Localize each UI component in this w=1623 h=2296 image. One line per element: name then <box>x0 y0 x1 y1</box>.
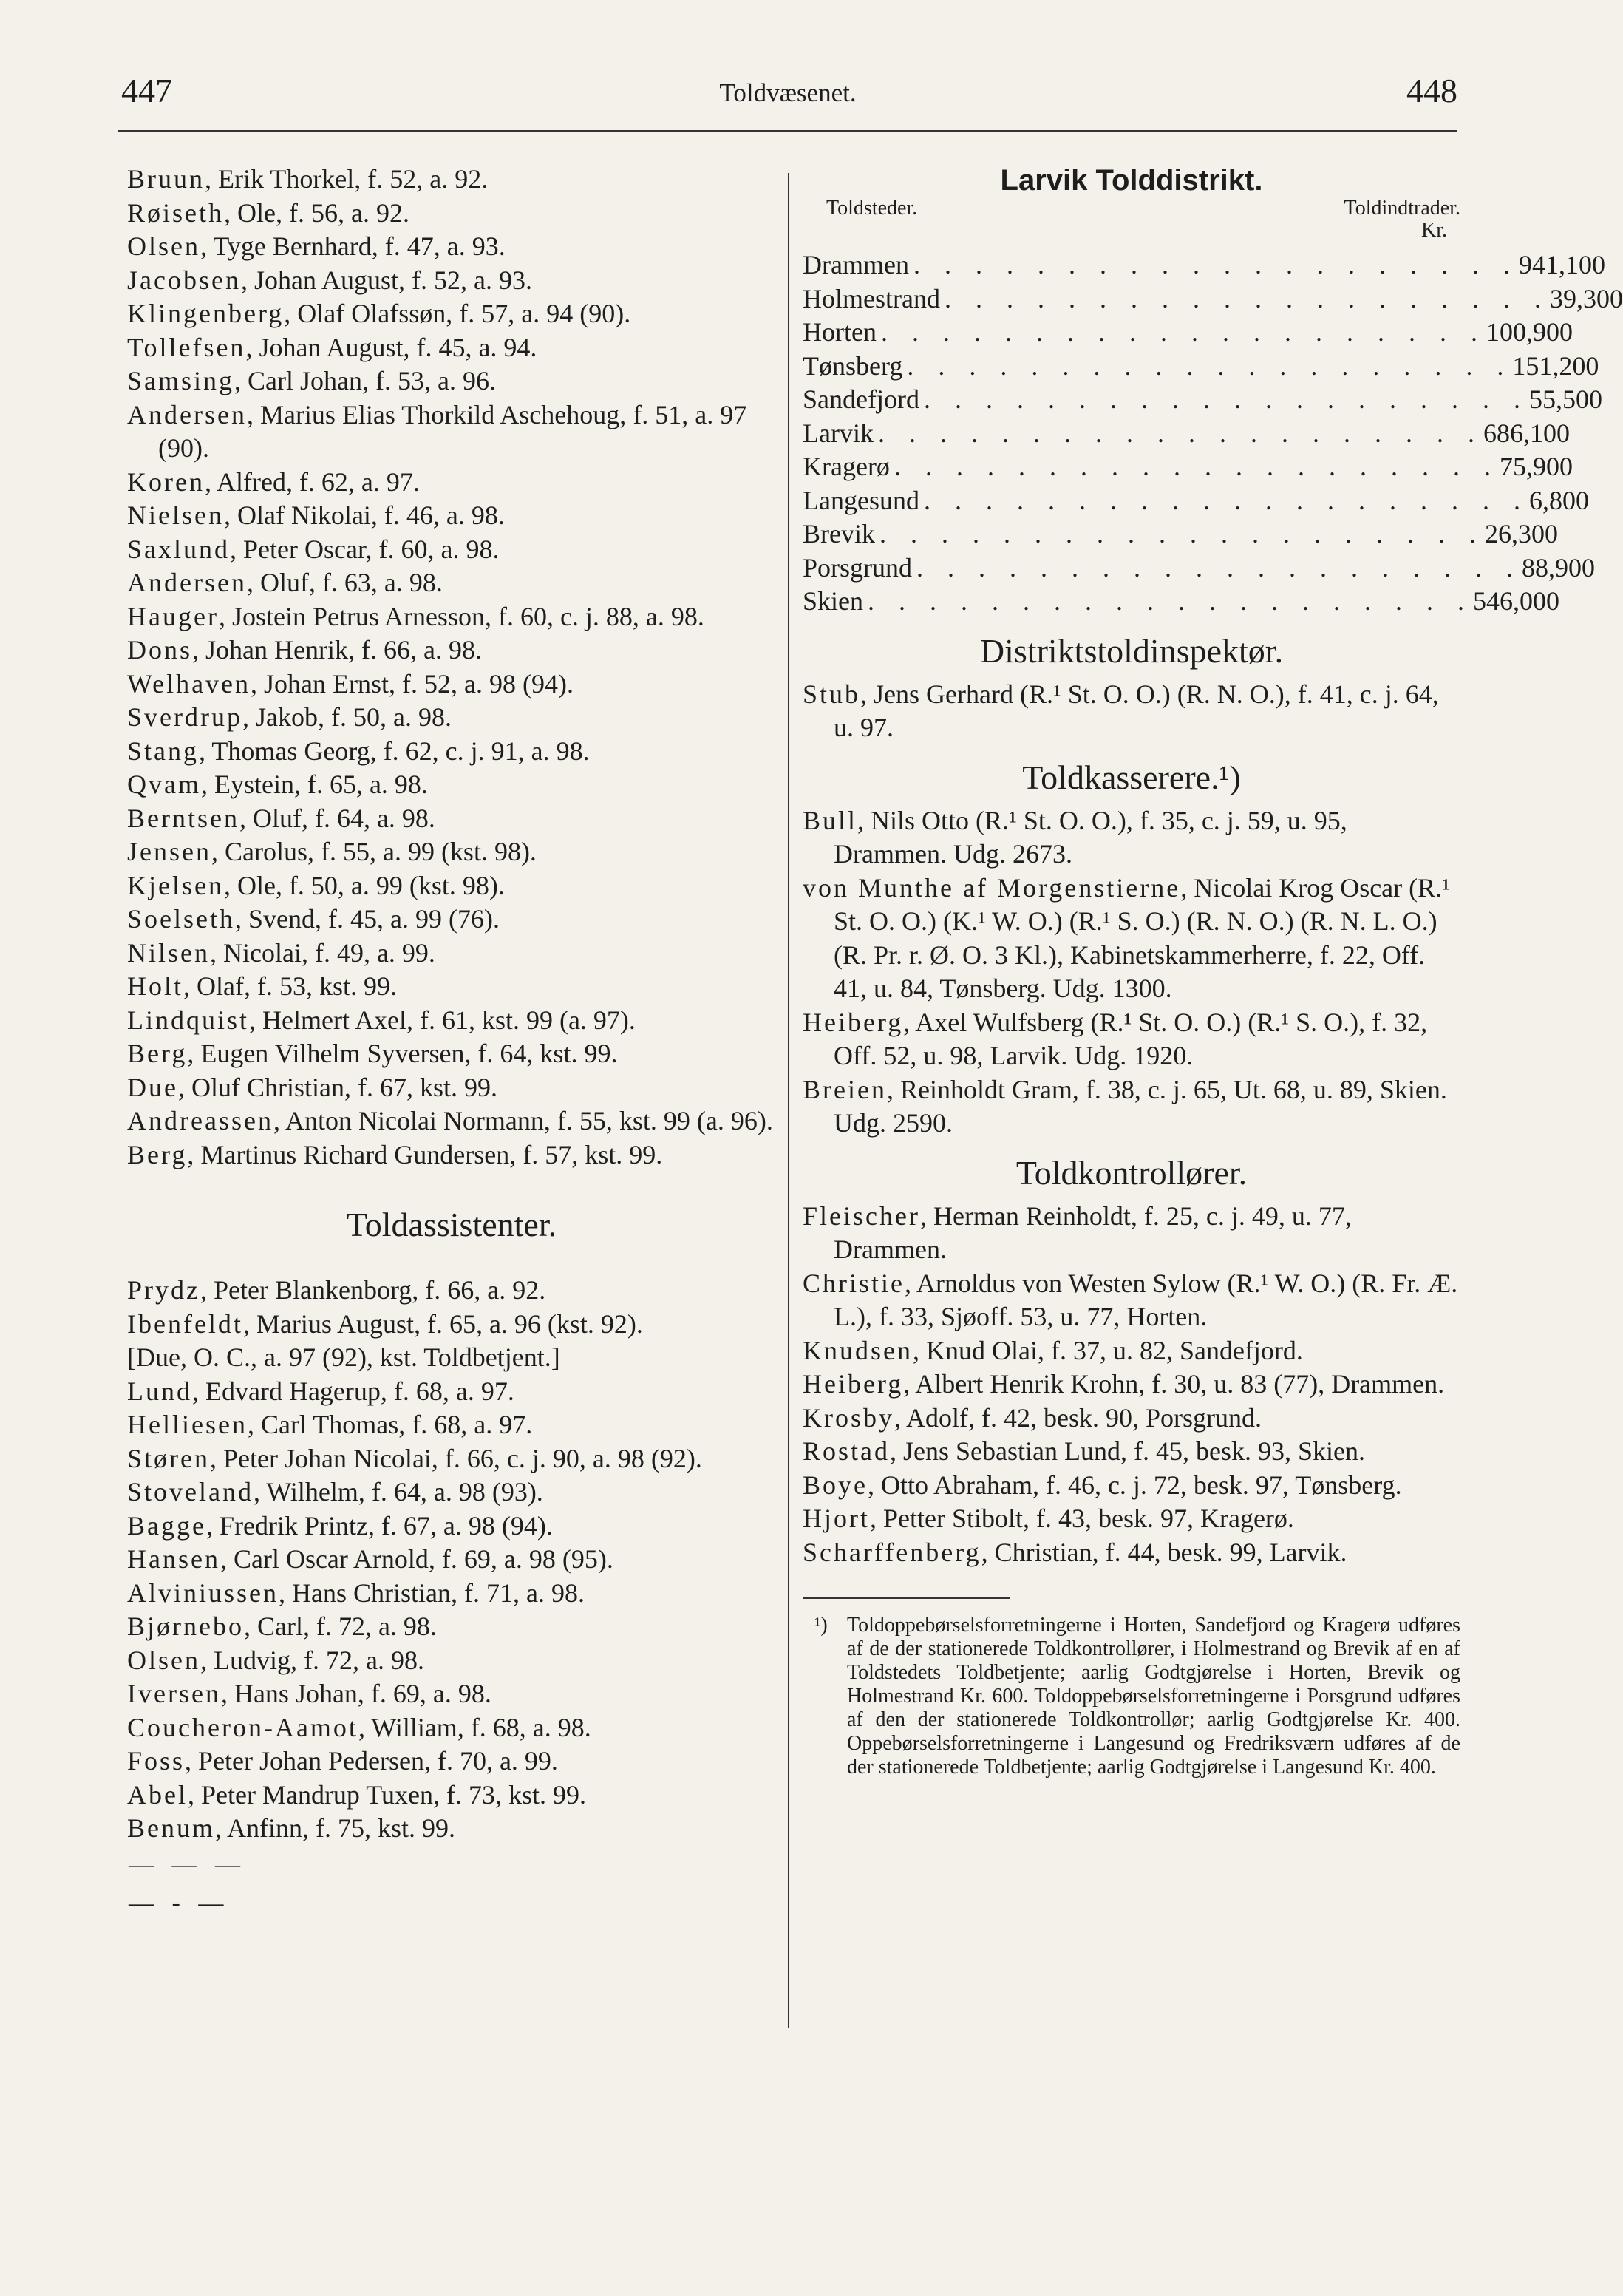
table-row <box>803 282 1623 316</box>
entry-surname: Lund <box>127 1376 192 1406</box>
list-item <box>127 768 776 802</box>
list-item <box>127 1004 776 1038</box>
entry-details: , Peter Oscar, f. 60, a. 98. <box>230 534 500 564</box>
entry-details: , Carolus, f. 55, a. 99 (kst. 98). <box>211 837 537 866</box>
table-row <box>803 383 1602 417</box>
entry-details: , Carl Thomas, f. 68, a. 97. <box>247 1410 533 1439</box>
entry-surname: Iversen <box>127 1679 221 1708</box>
list-item <box>127 499 776 533</box>
entry-surname: Klingenberg <box>127 299 285 328</box>
entry-details: , Eugen Vilhelm Syversen, f. 64, kst. 99. <box>187 1039 618 1068</box>
revenue-value: 546,000 <box>1473 586 1560 616</box>
left-page-number: 447 <box>121 72 172 109</box>
entry-details: , Herman Reinholdt, f. 25, c. j. 49, u. 77, Drammen. <box>834 1200 1352 1264</box>
list-item <box>127 1644 776 1678</box>
col-header-toldsteder: Toldsteder. <box>826 197 918 220</box>
leader-dots: . . . . . . . . . . . . . . . . . . . . <box>894 452 1500 481</box>
entry-surname: Christie <box>803 1268 905 1298</box>
entry-surname: Koren <box>127 466 205 497</box>
entry-details: , Jens Gerhard (R.¹ St. O. O.) (R. N. O.), f. 41, c. j. 64, u. 97. <box>834 679 1439 742</box>
list-item <box>127 1138 776 1172</box>
entry-details: , Reinholdt Gram, f. 38, c. j. 65, Ut. 68, u. 89, Skien. Udg. 2590. <box>834 1074 1447 1138</box>
table-row <box>803 248 1605 282</box>
col-header-unit: Kr. <box>1421 219 1447 242</box>
entry-details: , Eystein, f. 65, a. 98. <box>200 770 428 799</box>
running-title: Toldvæsenet. <box>719 78 857 107</box>
inspektor-list <box>803 678 1460 745</box>
entry-details: , Oluf Christian, f. 67, kst. 99. <box>177 1072 497 1102</box>
leader-dots: . . . . . . . . . . . . . . . . . . . . <box>868 586 1474 616</box>
section-heading-kontrollorer: Toldkontrollører. <box>1015 1153 1248 1192</box>
entry-surname: Bull <box>803 805 858 835</box>
entry-details: , Thomas Georg, f. 62, c. j. 91, a. 98. <box>199 736 590 766</box>
entry-surname: Berg <box>127 1039 188 1068</box>
list-item <box>127 634 776 668</box>
entry-details: , Arnoldus von Westen Sylow (R.¹ W. O.) (R. Fr. Æ. L.), f. 33, Sjøoff. 53, u. 77, Horten. <box>834 1268 1458 1331</box>
revenue-value: 6,800 <box>1528 485 1589 515</box>
entry-details: , Martinus Richard Gundersen, f. 57, kst. 99. <box>187 1139 663 1169</box>
list-item <box>127 1475 776 1509</box>
revenue-value: 39,300 <box>1549 283 1623 313</box>
list-item <box>127 600 776 634</box>
list-item <box>127 1104 776 1138</box>
entry-surname: Stub <box>803 679 861 709</box>
list-item <box>127 1812 776 1846</box>
footnote-marker: ¹) <box>814 1614 828 1637</box>
list-item <box>127 163 776 197</box>
entry-details: , Alfred, f. 62, a. 97. <box>204 466 420 497</box>
entry-surname: Bagge <box>127 1510 206 1541</box>
place-name: Tønsberg <box>803 350 903 381</box>
entry-surname: Hjort <box>803 1504 870 1533</box>
entry-surname: Abel <box>127 1779 188 1810</box>
list-item <box>127 735 776 769</box>
entry-details: , Marius Elias Thorkild Aschehoug, f. 51, a. 97 (90). <box>158 399 747 463</box>
entry-surname: Andersen <box>127 399 247 429</box>
entry-details: , Christian, f. 44, besk. 99, Larvik. <box>981 1537 1347 1567</box>
section-heading-inspektor: Distriktstoldinspektør. <box>979 631 1284 670</box>
kasserere-list <box>803 804 1460 1141</box>
entry-details: , Nils Otto (R.¹ St. O. O.), f. 35, c. j. 59, u. 95, Drammen. Udg. 2673. <box>834 805 1347 869</box>
entry-surname: Soelseth <box>127 904 235 934</box>
list-item <box>127 331 776 365</box>
entry-details: , Carl, f. 72, a. 98. <box>243 1611 437 1641</box>
entry-details: , Carl Johan, f. 53, a. 96. <box>234 366 496 395</box>
entry-surname: Breien <box>803 1074 887 1104</box>
list-item <box>127 1341 776 1375</box>
entry-surname: Samsing <box>127 366 235 395</box>
list-item <box>127 1543 776 1577</box>
table-row <box>803 350 1599 384</box>
entry-details: , Johan August, f. 45, a. 94. <box>245 332 537 362</box>
entry-surname: Olsen <box>127 231 200 261</box>
list-item <box>127 1577 776 1611</box>
place-name: Brevik <box>803 519 875 548</box>
entry-surname: Tollefsen <box>127 332 246 362</box>
entry-details: , Peter Johan Pedersen, f. 70, a. 99. <box>185 1746 558 1776</box>
place-name: Kragerø <box>803 452 890 481</box>
entry-surname: Støren <box>127 1443 210 1473</box>
column-divider <box>788 173 789 2028</box>
revenue-value: 151,200 <box>1512 350 1599 381</box>
list-item <box>127 937 776 971</box>
list-item <box>803 1073 1460 1141</box>
entry-details: , Adolf, f. 42, besk. 90, Porsgrund. <box>894 1402 1262 1433</box>
entry-details: , Peter Mandrup Tuxen, f. 73, kst. 99. <box>187 1779 586 1810</box>
entry-surname: Stoveland <box>127 1477 254 1507</box>
entry-surname: Jensen <box>127 837 211 866</box>
list-item <box>803 1006 1460 1073</box>
entry-surname: Røiseth <box>127 197 225 228</box>
leader-dots: . . . . . . . . . . . . . . . . . . . . <box>923 485 1529 515</box>
entry-surname: Hauger <box>127 601 219 631</box>
entry-details: , Olaf Olafssøn, f. 57, a. 94 (90). <box>284 299 631 328</box>
entry-surname: Berntsen <box>127 803 239 833</box>
entry-surname: Sverdrup <box>127 702 242 732</box>
entry-surname: Heiberg <box>803 1007 904 1037</box>
entry-details: , Tyge Bernhard, f. 47, a. 93. <box>200 231 506 261</box>
entry-details: , Axel Wulfsberg (R.¹ St. O. O.) (R.¹ S. O.), f. 32, Off. 52, u. 98, Larvik. Udg. 1920. <box>834 1007 1428 1070</box>
entry-surname: Stang <box>127 736 200 766</box>
entry-details: , Peter Johan Nicolai, f. 66, c. j. 90, a. 98 (92). <box>210 1443 702 1473</box>
entry-surname: Qvam <box>127 770 201 799</box>
entry-surname: Foss <box>127 1746 186 1776</box>
entry-details: , Svend, f. 45, a. 99 (76). <box>235 904 500 934</box>
entry-details: , Erik Thorkel, f. 52, a. 92. <box>205 164 489 194</box>
revenue-table <box>803 248 1623 619</box>
entry-details: , Peter Blankenborg, f. 66, a. 92. <box>200 1275 546 1305</box>
entry-details: , William, f. 68, a. 98. <box>358 1712 591 1742</box>
leader-dots: . . . . . . . . . . . . . . . . . . . . <box>907 350 1513 381</box>
list-item <box>127 1745 776 1779</box>
entry-surname: Alviniussen <box>127 1577 279 1608</box>
entry-details: , Marius August, f. 65, a. 96 (kst. 92). <box>242 1308 643 1339</box>
table-row <box>803 316 1573 350</box>
list-item <box>803 1435 1460 1469</box>
revenue-value: 55,500 <box>1528 384 1602 414</box>
list-item <box>803 1267 1460 1334</box>
list-item <box>127 1071 776 1105</box>
entry-surname: Ibenfeldt <box>127 1308 243 1339</box>
entry-surname: Scharffenberg <box>803 1537 981 1567</box>
entry-details: , Johan Ernst, f. 52, a. 98 (94). <box>251 668 574 699</box>
entry-details: [Due, O. C., a. 97 (92), kst. Toldbetjent.] <box>127 1342 560 1372</box>
list-item <box>803 872 1460 1006</box>
entry-details: , Carl Oscar Arnold, f. 69, a. 98 (95). <box>220 1544 613 1574</box>
table-row <box>803 417 1570 451</box>
place-name: Langesund <box>803 485 919 515</box>
list-item <box>127 264 776 298</box>
entry-details: , Jens Sebastian Lund, f. 45, besk. 93, Skien. <box>890 1436 1365 1466</box>
customs-officer-list <box>127 163 776 1172</box>
list-item <box>127 197 776 231</box>
entry-details: , Ole, f. 50, a. 99 (kst. 98). <box>223 870 505 900</box>
entry-surname: Bjørnebo <box>127 1611 244 1641</box>
table-row <box>803 585 1560 619</box>
entry-surname: Dons <box>127 635 193 665</box>
leader-dots: . . . . . . . . . . . . . . . . . . . . <box>913 250 1519 279</box>
entry-details: , Fredrik Printz, f. 67, a. 98 (94). <box>205 1510 553 1541</box>
header-rule <box>118 130 1457 132</box>
list-item <box>127 668 776 702</box>
entry-surname: Prydz <box>127 1275 200 1305</box>
list-item <box>127 230 776 264</box>
list-item <box>803 1469 1460 1503</box>
entry-surname: Kjelsen <box>127 870 224 900</box>
entry-details: , Nicolai, f. 49, a. 99. <box>210 937 435 968</box>
right-page-number: 448 <box>1406 72 1457 109</box>
list-item <box>803 1536 1460 1570</box>
list-item <box>127 1375 776 1409</box>
list-item <box>127 566 776 600</box>
entry-surname: Fleischer <box>803 1200 920 1231</box>
entry-details: , Olaf, f. 53, kst. 99. <box>183 971 397 1001</box>
page-header <box>118 71 1457 115</box>
list-item <box>127 701 776 735</box>
entry-surname: Andreassen <box>127 1106 273 1135</box>
entry-surname: Olsen <box>127 1645 200 1675</box>
list-item <box>803 678 1460 745</box>
footnote <box>803 1614 1460 1779</box>
list-item <box>803 1368 1460 1402</box>
leader-dots: . . . . . . . . . . . . . . . . . . . . <box>879 519 1485 548</box>
list-item <box>127 835 776 869</box>
entry-details: , Petter Stibolt, f. 43, besk. 97, Kragerø. <box>870 1504 1294 1533</box>
list-item <box>127 533 776 567</box>
entry-surname: Krosby <box>803 1402 894 1433</box>
place-name: Porsgrund <box>803 552 913 583</box>
left-column <box>127 163 776 1923</box>
entry-surname: Berg <box>127 1139 188 1169</box>
list-item <box>127 970 776 1004</box>
entry-details: , Hans Johan, f. 69, a. 98. <box>220 1679 491 1708</box>
table-row <box>803 484 1589 518</box>
entry-details: , Otto Abraham, f. 46, c. j. 72, besk. 97, Tønsberg. <box>868 1470 1402 1500</box>
entry-surname: Heiberg <box>803 1369 904 1399</box>
list-item <box>803 1502 1460 1536</box>
entry-surname: Rostad <box>803 1436 891 1466</box>
list-item <box>127 1610 776 1644</box>
entry-surname: Lindquist <box>127 1005 250 1035</box>
entry-surname: Welhaven <box>127 668 251 699</box>
entry-surname: Holt <box>127 971 184 1001</box>
entry-details: , Oluf, f. 63, a. 98. <box>246 568 443 597</box>
entry-surname: Benum <box>127 1813 215 1843</box>
revenue-value: 100,900 <box>1486 317 1573 347</box>
list-item <box>127 1442 776 1476</box>
kontrollorer-list <box>803 1200 1460 1570</box>
entry-surname: Knudsen <box>803 1335 913 1365</box>
col-header-toldindtrader: Toldindtrader. <box>1344 197 1460 220</box>
list-item <box>127 802 776 836</box>
list-item <box>127 1779 776 1813</box>
dash-separator: — - — <box>129 1889 230 1917</box>
entry-details: , Edvard Hagerup, f. 68, a. 97. <box>192 1376 514 1406</box>
entry-details: , Johan August, f. 52, a. 93. <box>240 265 532 295</box>
entry-surname: Helliesen <box>127 1410 248 1439</box>
entry-surname: Boye <box>803 1470 868 1500</box>
leader-dots: . . . . . . . . . . . . . . . . . . . . <box>923 384 1529 414</box>
section-heading-kasserere: Toldkasserere.¹) <box>1022 758 1241 796</box>
list-item <box>127 903 776 937</box>
table-row <box>803 450 1573 484</box>
list-item <box>127 297 776 331</box>
place-name: Holmestrand <box>803 283 940 313</box>
entry-details: , Olaf Nikolai, f. 46, a. 98. <box>223 500 505 530</box>
table-header <box>803 197 1460 248</box>
list-item <box>127 869 776 903</box>
list-item <box>803 1402 1460 1436</box>
list-item <box>803 804 1460 872</box>
table-row <box>803 517 1558 551</box>
entry-surname: Jacobsen <box>127 265 241 295</box>
entry-surname: Nielsen <box>127 500 224 530</box>
entry-details: , Nicolai Krog Oscar (R.¹ St. O. O.) (K.¹ W. O.) (R.¹ S. O.) (R. N. O.) (R. N. L. O.) (R. Pr. r. Ø. O. 3 Kl.), Kabinetskammerherre, f. 22, Off. 41, u. 84, Tønsberg. Udg. 1300. <box>834 872 1450 1003</box>
footnote-rule <box>803 1597 1010 1599</box>
entry-details: , Hans Christian, f. 71, a. 98. <box>279 1577 585 1608</box>
revenue-value: 686,100 <box>1483 418 1570 448</box>
table-row <box>803 551 1596 585</box>
leader-dots: . . . . . . . . . . . . . . . . . . . . <box>880 317 1486 347</box>
revenue-value: 941,100 <box>1518 250 1605 279</box>
place-name: Skien <box>803 586 864 616</box>
place-name: Larvik <box>803 418 874 448</box>
revenue-value: 75,900 <box>1499 452 1573 481</box>
entry-surname: Coucheron-Aamot <box>127 1712 358 1742</box>
place-name: Sandefjord <box>803 384 919 414</box>
entry-surname: Saxlund <box>127 534 231 564</box>
list-item <box>803 1200 1460 1267</box>
leader-dots: . . . . . . . . . . . . . . . . . . . . <box>944 283 1550 313</box>
entry-details: , Johan Henrik, f. 66, a. 98. <box>192 635 482 665</box>
entry-surname: von Munthe af Morgenstierne <box>803 872 1181 903</box>
dash-separator: — — — <box>129 1850 246 1878</box>
entry-details: , Albert Henrik Krohn, f. 30, u. 83 (77), Drammen. <box>903 1369 1445 1399</box>
entry-details: , Knud Olai, f. 37, u. 82, Sandefjord. <box>913 1335 1303 1365</box>
leader-dots: . . . . . . . . . . . . . . . . . . . . <box>916 552 1522 583</box>
list-item <box>127 1274 776 1308</box>
list-item <box>127 466 776 500</box>
entry-surname: Due <box>127 1072 178 1102</box>
list-item <box>127 1509 776 1543</box>
entry-details: , Ole, f. 56, a. 92. <box>224 197 409 228</box>
list-item <box>803 1334 1460 1368</box>
list-item <box>127 364 776 398</box>
revenue-value: 88,900 <box>1522 552 1596 583</box>
place-name: Drammen <box>803 250 909 279</box>
toldassistenter-list <box>127 1274 776 1846</box>
entry-surname: Hansen <box>127 1544 220 1574</box>
revenue-value: 26,300 <box>1484 519 1558 548</box>
list-item <box>127 1308 776 1342</box>
entry-details: , Ludvig, f. 72, a. 98. <box>200 1645 424 1675</box>
entry-details: , Wilhelm, f. 64, a. 98 (93). <box>253 1477 543 1507</box>
entry-details: , Jakob, f. 50, a. 98. <box>242 702 452 732</box>
entry-details: , Anton Nicolai Normann, f. 55, kst. 99 (a. 96). <box>273 1106 773 1135</box>
right-column <box>803 163 1623 1779</box>
entry-details: , Oluf, f. 64, a. 98. <box>239 803 435 833</box>
section-heading-toldassistenter: Toldassistenter. <box>346 1206 557 1243</box>
entry-surname: Bruun <box>127 164 205 194</box>
list-item <box>127 398 776 466</box>
entry-details: , Helmert Axel, f. 61, kst. 99 (a. 97). <box>249 1005 636 1035</box>
list-item <box>127 1711 776 1745</box>
list-item <box>127 1037 776 1071</box>
footnote-text: Toldoppebørselsforretningerne i Horten, Sandefjord og Kragerø udføres af de der stationerede Toldkontrollører, i Holmestrand og Brevik af en af Toldstedets Toldbetjente; aarlig Godtgjørelse i Horten, Brevik og Holmestrand Kr. 600. Toldoppebørselsforretningerne i Porsgrund udføres af den der stationerede Toldkontrollør; aarlig Godtgjørelse Kr. 400. Oppebørselsforretningerne i Langesund og Fredriksværn udføres af de der stationerede Toldbetjente; aarlig Godtgjørelse i Langesund Kr. 400. <box>847 1614 1460 1779</box>
place-name: Horten <box>803 317 877 347</box>
list-item <box>127 1408 776 1442</box>
list-item <box>127 1677 776 1711</box>
district-title: Larvik Tolddistrikt. <box>1000 164 1263 197</box>
entry-surname: Nilsen <box>127 937 210 968</box>
entry-details: , Anfinn, f. 75, kst. 99. <box>215 1813 456 1843</box>
entry-details: , Jostein Petrus Arnesson, f. 60, c. j. 88, a. 98. <box>218 601 704 631</box>
entry-surname: Andersen <box>127 568 247 597</box>
leader-dots: . . . . . . . . . . . . . . . . . . . . <box>877 418 1483 448</box>
